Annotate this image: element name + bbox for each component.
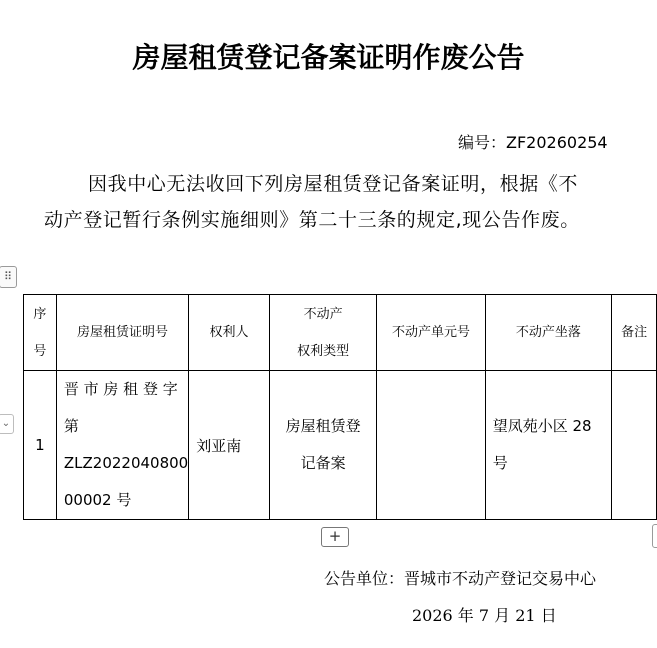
certificate-table xyxy=(23,294,657,520)
cell-unit-no xyxy=(377,371,485,520)
plus-icon: + xyxy=(328,527,342,545)
document-title: 房屋租赁登记备案证明作废公告 xyxy=(132,41,525,74)
header-cert-no: 房屋租赁证明号 xyxy=(56,295,188,371)
header-seq: 序 号 xyxy=(24,295,57,371)
header-unit-no: 不动产单元号 xyxy=(377,295,485,371)
header-location: 不动产坐落 xyxy=(485,295,611,371)
header-right-type: 不动产 权利类型 xyxy=(269,295,376,371)
row-menu-button[interactable] xyxy=(0,414,14,434)
cell-owner: 刘亚南 xyxy=(189,371,270,520)
document-number: 编号：ZF20260254 xyxy=(458,133,608,152)
header-owner: 权利人 xyxy=(189,295,270,371)
table-resize-handle[interactable] xyxy=(652,524,657,548)
add-row-button[interactable] xyxy=(321,527,349,547)
paragraph-line-1: 因我中心无法收回下列房屋租赁登记备案证明，根据《不 xyxy=(88,173,579,195)
cell-seq: 1 xyxy=(24,371,57,520)
table-row xyxy=(24,371,657,520)
announcement-paragraph xyxy=(44,166,624,238)
paragraph-line-2: 动产登记暂行条例实施细则》第二十三条的规定,现公告作废。 xyxy=(44,209,580,231)
cell-right-type: 房屋租赁登 记备案 xyxy=(269,371,376,520)
chevron-down-icon: ⌄ xyxy=(1,418,11,429)
announcement-date: 2026 年 7 月 21 日 xyxy=(412,606,557,625)
cell-remark xyxy=(612,371,657,520)
grip-icon: ⠿ xyxy=(3,270,13,283)
table-move-handle[interactable] xyxy=(0,266,17,288)
cell-cert-no: 晋 市 房 租 登 字 第 ZLZ2022040800 00002 号 xyxy=(56,371,188,520)
header-remark: 备注 xyxy=(612,295,657,371)
table-header-row xyxy=(24,295,657,371)
cell-location: 望凤苑小区 28 号 xyxy=(485,371,611,520)
issuer-line: 公告单位：晋城市不动产登记交易中心 xyxy=(324,569,597,588)
